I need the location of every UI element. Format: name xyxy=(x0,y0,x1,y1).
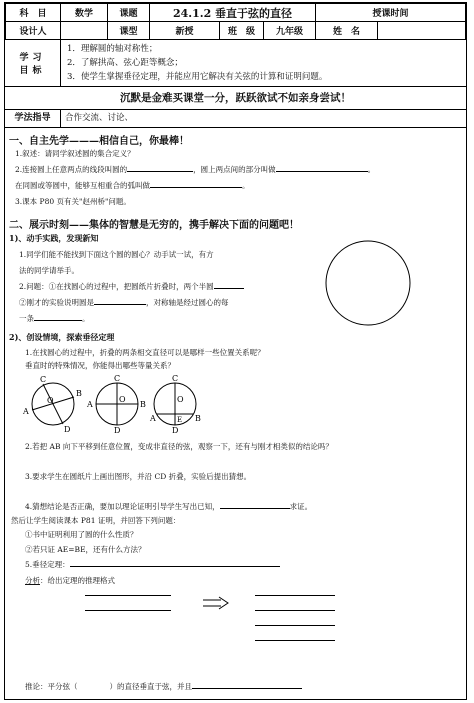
s2-p10: 5.垂径定理： xyxy=(25,559,280,570)
subject-value: 数学 xyxy=(61,4,108,22)
name-label: 姓 名 xyxy=(316,22,378,40)
class-label: 班 级 xyxy=(220,22,264,40)
motto-banner: 沉默是金难买课堂一分，跃跃欲试不如亲身尝试！ xyxy=(5,87,466,110)
s2-p2d: 一条 。 xyxy=(19,314,90,323)
label-C3: C xyxy=(172,374,179,383)
s2-p11: 分析：给出定理的推理格式 xyxy=(25,576,115,585)
s2-p12: 推论：平分弦（ ）的直径垂直于弦，并且 xyxy=(25,681,302,692)
s1-q4: 3.课本 P80 页有关"赵州桥"问题。 xyxy=(15,197,131,206)
s1-q3: 在同圆或等圆中，能够互相重合的弧叫做 。 xyxy=(15,181,250,190)
s2-sub2: 2)、创设情境，探索垂径定理 xyxy=(9,332,115,342)
goals-label: 学习 目标 xyxy=(5,40,61,86)
s2-p3a: 1.在找圆心的过程中，折叠的两条相交直径可以是哪样一些位置关系呢？ xyxy=(25,348,265,357)
teach-time-label: 授课时间 xyxy=(316,4,466,22)
label-C2: C xyxy=(114,374,121,383)
figure-1 xyxy=(22,375,82,434)
label-D3: D xyxy=(172,426,179,434)
s2-p2b: ②刚才的实验说明圆是 ，对称轴是经过圆心的每 xyxy=(19,298,229,307)
implies-arrow-icon xyxy=(201,596,231,610)
section1-title: 一、自主先学———相信自己，你最棒！ xyxy=(9,136,189,147)
s2-p1b: 法的同学请举手。 xyxy=(19,266,79,275)
label-C1: C xyxy=(40,375,47,384)
s2-p2a: 2.问题：①在找圆心的过程中，把圆纸片折叠时，两个半圆 xyxy=(19,281,244,292)
learning-goals-row xyxy=(5,40,466,87)
s2-p8: ①书中证明利用了圆的什么性质？ xyxy=(25,530,138,539)
label-A3: A xyxy=(150,414,156,423)
s1-q1: 1.叙述：请同学叙述圆的集合定义？ xyxy=(15,149,135,158)
diameter-figures xyxy=(15,372,215,434)
method-label: 学法指导 xyxy=(5,110,61,127)
label-A1: A xyxy=(23,407,29,416)
label-B2: B xyxy=(140,400,146,409)
designer-label: 设计人 xyxy=(6,22,61,40)
lesson-type-value: 新授 xyxy=(150,22,220,40)
s2-p3b: 垂直时的特殊情况，你能得出哪些等量关系？ xyxy=(25,361,175,370)
proof-line xyxy=(85,595,171,596)
subject-label: 科 目 xyxy=(6,4,61,22)
name-value[interactable] xyxy=(378,22,466,40)
label-E3: E xyxy=(177,416,183,424)
method-value: 合作交流、讨论、 xyxy=(65,113,134,123)
lesson-type-label: 课型 xyxy=(108,22,150,40)
s2-p1a: 1.同学们能不能找到下面这个圆的圆心？动手试一试，有方 xyxy=(19,250,214,259)
s2-p5: 3.要求学生在圆纸片上画出图形，并沿 CD 折叠，实验后提出猜想。 xyxy=(25,472,252,481)
method-row xyxy=(5,110,466,128)
s2-p7: 然后让学生阅读课本 P81 证明，并回答下列问题： xyxy=(11,516,181,525)
designer-value xyxy=(61,22,108,40)
proof-line xyxy=(255,640,335,641)
worksheet xyxy=(4,2,467,700)
proof-line xyxy=(85,610,171,611)
grade-value: 九年级 xyxy=(264,22,316,40)
s2-p9: ②若只证 AE=BE，还有什么方法？ xyxy=(25,545,146,554)
label-O1: O xyxy=(47,396,54,405)
label-O2: O xyxy=(119,395,126,404)
blank-circle-figure xyxy=(323,238,413,328)
goals-list xyxy=(61,40,466,86)
proof-line xyxy=(255,625,335,626)
s2-p6: 4.猜想结论是否正确，要加以理论证明引导学生写出已知， 求证。 xyxy=(25,502,313,511)
s1-q2: 2.连接圆上任意两点的线段叫圆的 ，圆上两点间的部分叫做 。 xyxy=(15,165,376,174)
label-O3: O xyxy=(177,395,184,404)
label-D2: D xyxy=(114,426,121,434)
proof-line xyxy=(255,595,335,596)
topic-value: 24.1.2 垂直于弦的直径 xyxy=(150,4,316,22)
topic-label: 课题 xyxy=(108,4,150,22)
goal-item: 3．使学生掌握垂径定理，并能应用它解决有关弦的计算和证明问题。 xyxy=(67,72,328,82)
s2-sub1: 1)、动手实践，发现新知 xyxy=(9,233,99,243)
label-B1: B xyxy=(76,389,82,398)
s2-p4: 2.若把 AB 向下平移到任意位置，变成非直径的弦，观察一下，还有与刚才相类似的结论吗？ xyxy=(25,442,333,451)
label-A2: A xyxy=(87,400,93,409)
goal-item: 1．理解圆的轴对称性； xyxy=(67,44,158,54)
goal-item: 2．了解拱高、弦心距等概念； xyxy=(67,58,183,68)
blank-circle xyxy=(326,241,410,325)
proof-line xyxy=(255,610,335,611)
figure-2 xyxy=(86,374,146,434)
section2-title: 二、展示时刻——集体的智慧是无穷的，携手解决下面的问题吧！ xyxy=(9,220,299,231)
header-table xyxy=(5,3,466,40)
label-D1: D xyxy=(64,425,71,434)
figure-3 xyxy=(149,374,201,434)
label-B3: B xyxy=(195,414,201,423)
